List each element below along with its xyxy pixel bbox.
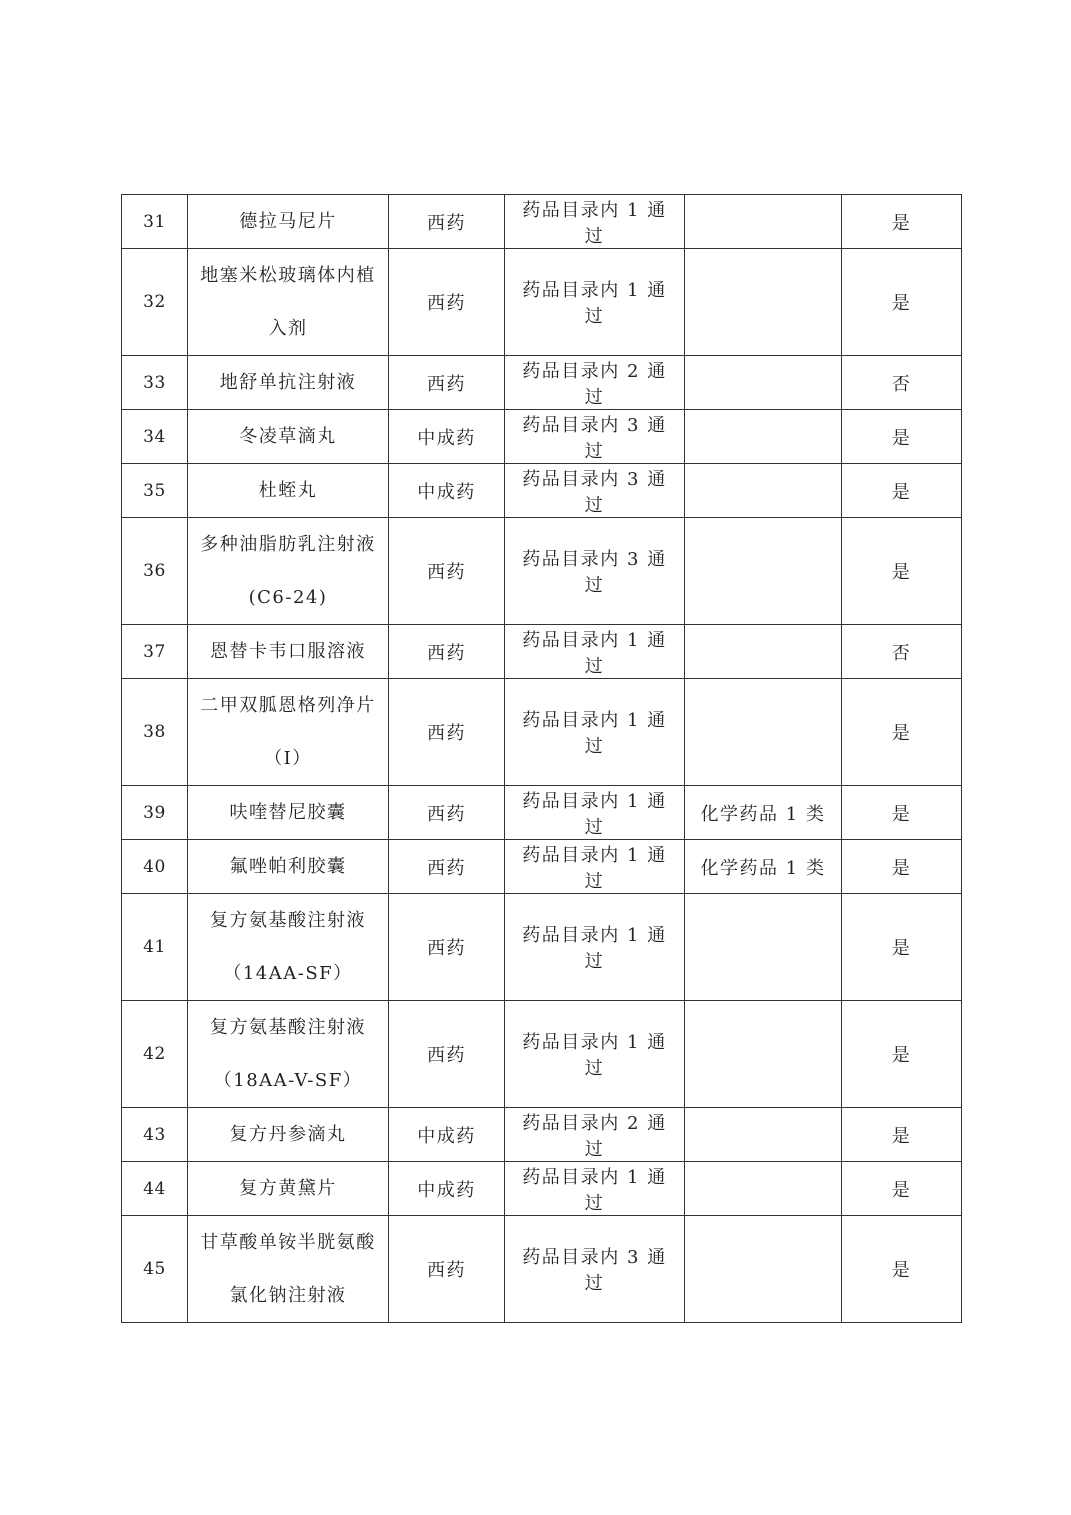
note-cell [685,249,842,356]
drug-name-cell [188,1162,389,1216]
drug-name-line: 多种油脂肪乳注射液 [200,534,376,555]
table-row [122,195,962,249]
drug-name-cell [188,1001,389,1108]
note-cell [685,410,842,464]
table-row [122,464,962,518]
drug-name-line: （Ⅰ） [264,748,312,769]
row-number-cell: 32 [122,249,188,356]
final-result-cell: 否 [842,356,962,410]
drug-category-cell: 西药 [389,625,505,679]
drug-category-cell: 西药 [389,1001,505,1108]
note-cell [685,356,842,410]
note-cell [685,894,842,1001]
review-result-cell: 药品目录内 3 通过 [505,518,685,625]
note-cell [685,195,842,249]
drug-category-cell: 西药 [389,518,505,625]
review-result-cell: 药品目录内 1 通过 [505,625,685,679]
drug-name-line: 德拉马尼片 [239,211,337,232]
review-result-cell: 药品目录内 2 通过 [505,356,685,410]
drug-name-line: （14AA-SF） [223,963,353,984]
table-row [122,894,962,1001]
drug-category-cell: 西药 [389,195,505,249]
table-body [122,195,962,1323]
drug-category-cell: 西药 [389,840,505,894]
review-result-cell: 药品目录内 1 通过 [505,840,685,894]
final-result-cell: 是 [842,1108,962,1162]
review-result-cell: 药品目录内 1 通过 [505,249,685,356]
drug-category-cell: 中成药 [389,464,505,518]
table-row [122,625,962,679]
row-number-cell: 42 [122,1001,188,1108]
final-result-cell: 否 [842,625,962,679]
drug-category-cell: 西药 [389,249,505,356]
final-result-cell: 是 [842,840,962,894]
review-result-cell: 药品目录内 3 通过 [505,464,685,518]
drug-category-cell: 西药 [389,1216,505,1323]
note-cell [685,1162,842,1216]
note-cell: 化学药品 1 类 [685,840,842,894]
drug-name-line: 入剂 [268,318,308,339]
review-result-cell: 药品目录内 1 通过 [505,679,685,786]
drug-name-line: （18AA-V-SF） [213,1070,363,1091]
review-result-cell: 药品目录内 2 通过 [505,1108,685,1162]
table-row [122,786,962,840]
drug-name-cell [188,356,389,410]
drug-name-line: 地舒单抗注射液 [219,372,357,393]
review-result-cell: 药品目录内 1 通过 [505,786,685,840]
table-row [122,679,962,786]
review-result-cell: 药品目录内 3 通过 [505,1216,685,1323]
row-number-cell: 34 [122,410,188,464]
row-number-cell: 41 [122,894,188,1001]
review-result-cell: 药品目录内 3 通过 [505,410,685,464]
final-result-cell: 是 [842,1001,962,1108]
final-result-cell: 是 [842,1216,962,1323]
drug-name-line: 氯化钠注射液 [229,1285,347,1306]
note-cell [685,679,842,786]
drug-name-cell [188,1108,389,1162]
drug-name-line: 恩替卡韦口服溶液 [210,641,366,662]
drug-category-cell: 西药 [389,894,505,1001]
drug-name-cell [188,625,389,679]
final-result-cell: 是 [842,679,962,786]
row-number-cell: 36 [122,518,188,625]
row-number-cell: 38 [122,679,188,786]
table-row [122,1216,962,1323]
final-result-cell: 是 [842,786,962,840]
drug-category-cell: 中成药 [389,1162,505,1216]
table-row [122,249,962,356]
drug-category-cell: 西药 [389,679,505,786]
row-number-cell: 45 [122,1216,188,1323]
table-row [122,1108,962,1162]
drug-name-cell [188,518,389,625]
note-cell: 化学药品 1 类 [685,786,842,840]
final-result-cell: 是 [842,894,962,1001]
table-row [122,518,962,625]
drug-name-line: 复方氨基酸注射液 [210,910,366,931]
drug-name-line: 二甲双胍恩格列净片 [200,695,376,716]
final-result-cell: 是 [842,410,962,464]
drug-category-cell: 中成药 [389,410,505,464]
drug-name-cell [188,249,389,356]
drug-list-table [121,194,962,1323]
drug-category-cell: 中成药 [389,1108,505,1162]
drug-name-cell [188,894,389,1001]
drug-name-cell [188,679,389,786]
table-row [122,1162,962,1216]
row-number-cell: 40 [122,840,188,894]
row-number-cell: 37 [122,625,188,679]
row-number-cell: 43 [122,1108,188,1162]
final-result-cell: 是 [842,464,962,518]
table-row [122,1001,962,1108]
note-cell [685,464,842,518]
table-row [122,356,962,410]
drug-name-line: 复方氨基酸注射液 [210,1017,366,1038]
final-result-cell: 是 [842,195,962,249]
drug-name-cell [188,840,389,894]
drug-name-line: 复方丹参滴丸 [229,1124,347,1145]
row-number-cell: 31 [122,195,188,249]
review-result-cell: 药品目录内 1 通过 [505,195,685,249]
row-number-cell: 44 [122,1162,188,1216]
drug-name-cell [188,786,389,840]
drug-name-line: 氟唑帕利胶囊 [229,856,347,877]
table-row [122,840,962,894]
drug-name-cell [188,195,389,249]
note-cell [685,518,842,625]
drug-name-line: 地塞米松玻璃体内植 [200,265,376,286]
drug-category-cell: 西药 [389,786,505,840]
note-cell [685,1216,842,1323]
final-result-cell: 是 [842,1162,962,1216]
review-result-cell: 药品目录内 1 通过 [505,894,685,1001]
final-result-cell: 是 [842,249,962,356]
row-number-cell: 35 [122,464,188,518]
final-result-cell: 是 [842,518,962,625]
row-number-cell: 39 [122,786,188,840]
drug-name-line: 杜蛭丸 [258,480,318,501]
drug-name-line: (C6-24) [248,587,328,608]
drug-name-line: 甘草酸单铵半胱氨酸 [200,1232,376,1253]
review-result-cell: 药品目录内 1 通过 [505,1162,685,1216]
review-result-cell: 药品目录内 1 通过 [505,1001,685,1108]
table-row [122,410,962,464]
note-cell [685,1108,842,1162]
row-number-cell: 33 [122,356,188,410]
drug-name-cell [188,1216,389,1323]
drug-category-cell: 西药 [389,356,505,410]
drug-name-line: 冬凌草滴丸 [239,426,337,447]
drug-name-cell [188,464,389,518]
drug-name-line: 呋喹替尼胶囊 [229,802,347,823]
note-cell [685,625,842,679]
drug-name-line: 复方黄黛片 [239,1178,337,1199]
note-cell [685,1001,842,1108]
drug-name-cell [188,410,389,464]
